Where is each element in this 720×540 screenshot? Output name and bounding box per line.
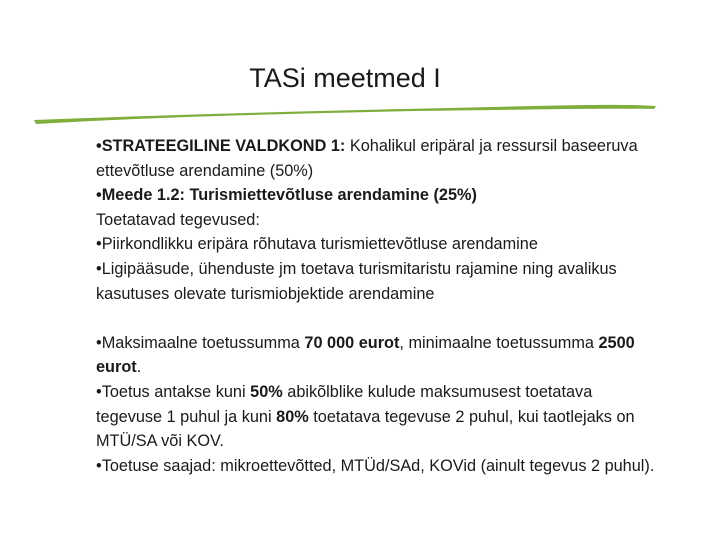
support-prefix: •Toetus antakse kuni (96, 382, 251, 401)
strategic-area-paragraph (96, 134, 656, 183)
support-rate-paragraph (96, 380, 656, 454)
paragraph-gap (96, 306, 656, 331)
activities-label: Toetatavad tegevused: (96, 210, 260, 229)
max-prefix: •Maksimaalne toetussumma (96, 333, 305, 352)
min-amount: 2500 eurot (96, 333, 635, 377)
support-pct-2: 80% (276, 407, 309, 426)
min-prefix: , minimaalne toetussumma (399, 333, 599, 352)
slide-body (96, 134, 656, 478)
measure-heading (96, 183, 656, 208)
recipients-paragraph: •Toetuse saajad: mikroettevõtted, MTÜd/SAd, KOVid (ainult tegevus 2 puhul). (96, 456, 655, 475)
activity-item-2: •Ligipääsude, ühenduste jm toetava turismitaristu rajamine ning avalikus kasutuses olevate turismiobjektide arendamine (96, 259, 617, 303)
slide-title: TASi meetmed I (249, 63, 441, 93)
support-suffix: toetatava tegevuse 2 puhul, kui taotlejaks on MTÜ/SA või KOV. (96, 407, 635, 451)
support-pct-1: 50% (250, 382, 283, 401)
support-amount-paragraph (96, 331, 656, 380)
support-mid: abikõlblike kulude maksumusest toetatava tegevuse 1 puhul ja kuni (96, 382, 593, 426)
title-underline-decoration (34, 98, 656, 128)
min-suffix: . (136, 358, 142, 377)
strategic-area-text: Kohalikul eripäral ja ressursil baseeruva ettevõtluse arendamine (50%) (96, 137, 638, 180)
underline-stroke (34, 105, 656, 124)
strategic-area-label: •STRATEEGILINE VALDKOND 1: (96, 137, 346, 155)
measure-label: •Meede 1.2: Turismiettevõtluse arendamine (25%) (96, 186, 477, 205)
activity-item-1: •Piirkondlikku eripära rõhutava turismiettevõtluse arendamine (96, 235, 538, 254)
max-amount: 70 000 eurot (304, 333, 400, 352)
